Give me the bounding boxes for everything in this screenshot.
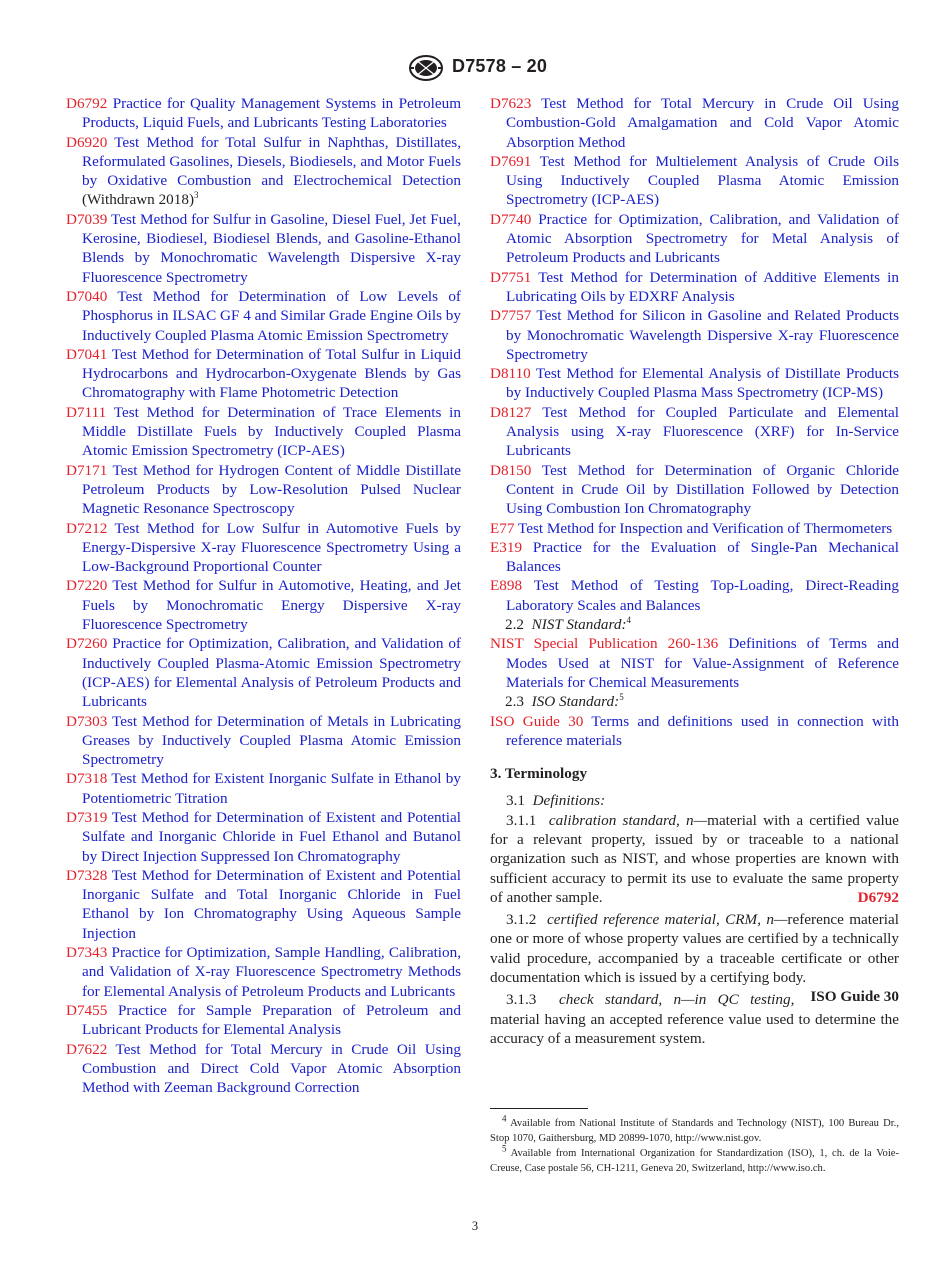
definition-text: reference material one or more of whose property values are certified by a technically valid procedure, accompanied by a traceable certificate or other documentation which is issued by a certifying body. — [490, 911, 899, 987]
reference-title[interactable]: Test Method for Sulfur in Gasoline, Diesel Fuel, Jet Fuel, Kerosine, Biodiesel, Biodiesel Blends, and Gasoline-Ethanol Blends by Monochromatic Wavelength Dispersive X-ray Fluorescence Spectrometry — [82, 210, 461, 286]
reference-title[interactable]: Test Method for Determination of Additive Elements in Lubricating Oils by EDXRF Analysis — [506, 268, 899, 305]
reference-title[interactable]: Test Method for Hydrogen Content of Middle Distillate Petroleum Products by Low-Resolution Pulsed Nuclear Magnetic Resonance Spectroscopy — [82, 461, 461, 518]
withdrawn-note: (Withdrawn 2018) — [82, 191, 194, 209]
reference-code[interactable]: D7622 — [66, 1040, 108, 1058]
section-number: 2.3 — [505, 693, 524, 711]
section-heading: Definitions: — [532, 792, 606, 810]
reference-item — [490, 712, 899, 751]
reference-title[interactable]: Test Method for Determination of Total Sulfur in Liquid Hydrocarbons and Hydrocarbon-Oxygenate Blends by Gas Chromatography with Flame Photometric Detection — [82, 345, 461, 402]
reference-code[interactable]: D7041 — [66, 345, 108, 363]
reference-title[interactable]: Practice for the Evaluation of Single-Pan Mechanical Balances — [506, 538, 900, 576]
reference-title[interactable]: Practice for Optimization, Calibration, and Validation of Inductively Coupled Plasma-Atomic Emission Spectrometry (ICP-AES) for Elemental Analysis of Petroleum Products and Lubricants — [82, 635, 461, 711]
reference-item — [66, 94, 461, 133]
reference-item — [490, 538, 899, 577]
definition-term: calibration standard, n— — [548, 811, 708, 829]
reference-title[interactable]: Test Method for Determination of Organic Chloride Content in Crude Oil by Distillation Followed by Detection Using Combustion Ion Chromatography — [506, 461, 899, 518]
document-id: D7578 – 20 — [452, 56, 548, 76]
reference-code[interactable]: D7319 — [66, 808, 108, 826]
reference-item — [66, 769, 461, 808]
reference-title[interactable]: Test Method for Determination of Existent and Potential Sulfate and Inorganic Chloride in Fuel Ethanol and Butanol by Direct Injection Suppressed Ion Chromatography — [82, 808, 461, 865]
reference-item — [490, 519, 899, 538]
reference-title[interactable]: Test Method for Low Sulfur in Automotive Fuels by Energy-Dispersive X-ray Fluorescence Spectrometry Using a Low-Background Proportional Counter — [82, 519, 461, 576]
reference-title[interactable]: Test Method for Determination of Existent and Potential Inorganic Sulfate and Total Inorganic Chloride in Fuel Ethanol by Ion Chromatography Using Aqueous Sample Injection — [82, 866, 461, 942]
reference-item — [490, 576, 899, 615]
definition-number: 3.1.1 — [506, 811, 537, 829]
reference-title[interactable]: Test Method for Inspection and Verification of Thermometers — [518, 519, 893, 537]
reference-code[interactable]: D8110 — [490, 365, 531, 383]
definition-calibration-standard — [490, 811, 899, 907]
page-number: 3 — [471, 1219, 479, 1233]
footnote-text: Available from National Institute of Standards and Technology (NIST), 100 Bureau Dr., Stop 1070, Gaithersburg, MD 20899-1070, http://www.nist.gov. — [490, 1118, 899, 1144]
section-number: 2.2 — [505, 616, 524, 634]
definition-source-link[interactable]: D6792 — [857, 888, 899, 906]
reference-code[interactable]: D7212 — [66, 519, 108, 537]
reference-item — [490, 403, 899, 461]
reference-code[interactable]: D6920 — [66, 133, 108, 151]
reference-code[interactable]: D7757 — [490, 307, 532, 325]
reference-item — [66, 287, 461, 345]
reference-code[interactable]: E319 — [490, 538, 523, 556]
footnotes — [490, 1113, 899, 1176]
definitions-subheading — [490, 791, 899, 810]
reference-title[interactable]: Test Method for Sulfur in Automotive, Heating, and Jet Fuels by Monochromatic Energy Dispersive X-ray Fluorescence Spectrometry — [82, 577, 461, 634]
reference-title[interactable]: Test Method for Coupled Particulate and Elemental Analysis using X-ray Fluorescence (XRF) for In-Service Lubricants — [506, 403, 899, 460]
reference-title[interactable]: Test Method for Total Mercury in Crude Oil Using Combustion-Gold Amalgamation and Cold Vapor Atomic Absorption Method — [506, 95, 899, 151]
reference-item — [66, 461, 461, 519]
reference-code[interactable]: D7220 — [66, 577, 108, 595]
footnote-text: Available from International Organization for Standardization (ISO), 1, ch. de la Voie-Creuse, Case postale 56, CH-1211, Geneva 20, Switzerland, http://www.iso.ch. — [490, 1148, 899, 1174]
iso-standard-heading — [490, 692, 899, 711]
reference-code[interactable]: D7303 — [66, 712, 108, 730]
page-header — [0, 54, 950, 84]
reference-code[interactable]: ISO Guide 30 — [490, 712, 584, 730]
reference-item — [490, 94, 899, 152]
reference-title[interactable]: Test Method for Elemental Analysis of Distillate Products by Inductively Coupled Plasma Mass Spectrometry (ICP-MS) — [506, 365, 899, 402]
reference-code[interactable]: D7751 — [490, 268, 532, 286]
reference-code[interactable]: D7040 — [66, 287, 108, 305]
footnote-4 — [490, 1113, 899, 1146]
reference-code[interactable]: D8127 — [490, 403, 532, 421]
reference-item — [66, 1001, 461, 1040]
reference-item — [490, 210, 899, 268]
reference-title[interactable]: Practice for Optimization, Calibration, and Validation of Atomic Absorption Spectrometry for Metal Analysis of Petroleum Products and Lubricants — [506, 210, 899, 267]
right-column — [490, 94, 899, 1051]
reference-item — [66, 403, 461, 461]
reference-item — [66, 576, 461, 634]
footnote-ref: 3 — [194, 190, 199, 201]
reference-code[interactable]: D7691 — [490, 152, 532, 170]
section-number: 3.1 — [506, 792, 525, 810]
reference-item — [66, 133, 461, 210]
footnote-number: 5 — [502, 1143, 507, 1154]
reference-title[interactable]: Test Method for Determination of Trace Elements in Middle Distillate Fuels by Inductively Coupled Plasma Atomic Emission Spectrometry (ICP-AES) — [82, 403, 461, 460]
reference-code[interactable]: D7111 — [66, 403, 107, 421]
reference-title[interactable]: Test Method for Silicon in Gasoline and Related Products by Monochromatic Wavelength Dispersive X-ray Fluorescence Spectrometry — [506, 307, 899, 363]
nist-standard-heading — [490, 615, 899, 634]
left-column — [66, 94, 461, 1097]
reference-item — [490, 634, 899, 692]
footnote-ref: 4 — [626, 614, 632, 625]
reference-item — [490, 306, 899, 364]
definition-number: 3.1.2 — [506, 911, 537, 929]
reference-title[interactable]: Practice for Sample Preparation of Petroleum and Lubricant Products for Elemental Analysis — [82, 1001, 461, 1039]
reference-title[interactable]: Test Method of Testing Top-Loading, Direct-Reading Laboratory Scales and Balances — [506, 577, 899, 614]
definition-source: ISO Guide 30 — [810, 988, 899, 1006]
definition-text: material having an accepted reference value used to determine the accuracy of a measurement system. — [490, 1010, 899, 1047]
reference-item — [490, 268, 899, 307]
reference-code[interactable]: D7740 — [490, 210, 532, 228]
reference-item — [490, 152, 899, 210]
reference-item — [66, 634, 461, 711]
reference-code[interactable]: E898 — [490, 577, 523, 595]
reference-code[interactable]: D7455 — [66, 1001, 108, 1019]
reference-title[interactable]: Practice for Quality Management Systems in Petroleum Products, Liquid Fuels, and Lubricants Testing Laboratories — [82, 95, 462, 132]
reference-item — [66, 943, 461, 1001]
reference-code[interactable]: D7328 — [66, 866, 108, 884]
reference-title[interactable]: Test Method for Total Sulfur in Naphthas, Distillates, Reformulated Gasolines, Diesels, Biodiesels, and Motor Fuels by Oxidative Combustion and Electrochemical Detection — [82, 133, 461, 190]
reference-title[interactable]: Terms and definitions used in connection with reference materials — [506, 712, 899, 749]
reference-item — [66, 519, 461, 577]
definition-term: check standard, n—in QC testing, — [559, 991, 795, 1009]
reference-code[interactable]: E77 — [490, 519, 515, 537]
reference-title[interactable]: Definitions of Terms and Modes Used at NIST for Value-Assignment of Reference Materials for Chemical Measurements — [506, 635, 899, 691]
footnote-number: 4 — [502, 1113, 507, 1124]
reference-code[interactable]: D6792 — [66, 95, 108, 112]
reference-code[interactable]: D7623 — [490, 95, 532, 112]
reference-title[interactable]: Test Method for Multielement Analysis of Crude Oils Using Inductively Coupled Plasma Atomic Emission Spectrometry (ICP-AES) — [506, 152, 899, 209]
reference-code[interactable]: D7318 — [66, 770, 108, 788]
reference-code[interactable]: NIST Special Publication 260-136 — [490, 635, 719, 653]
reference-code[interactable]: D7343 — [66, 944, 108, 962]
reference-code[interactable]: D7171 — [66, 461, 108, 479]
reference-item — [490, 461, 899, 519]
reference-code[interactable]: D8150 — [490, 461, 532, 479]
section-heading: NIST Standard: — [531, 616, 627, 634]
reference-item — [490, 364, 899, 403]
reference-title[interactable]: Test Method for Determination of Low Levels of Phosphorus in ILSAC GF 4 and Similar Grade Engine Oils by Inductively Coupled Plasma Atomic Emission Spectrometry — [82, 287, 461, 344]
terminology-heading: 3. Terminology — [490, 765, 588, 783]
reference-title[interactable]: Test Method for Determination of Metals in Lubricating Greases by Inductively Coupled Plasma Atomic Emission Spectrometry — [82, 712, 461, 769]
definition-number: 3.1.3 — [506, 991, 537, 1009]
reference-item — [66, 866, 461, 943]
footnote-divider — [490, 1108, 588, 1109]
reference-item — [66, 210, 461, 287]
footnote-ref: 5 — [619, 692, 624, 703]
reference-item — [66, 345, 461, 403]
astm-logo-icon — [408, 54, 444, 82]
definition-text: material with a certified value for a relevant property, issued by or traceable to a national organization such as NIST, and whose properties are known with sufficient accuracy to permit its use to evaluate the same property of another sample. — [490, 811, 899, 906]
reference-title[interactable]: Test Method for Existent Inorganic Sulfate in Ethanol by Potentiometric Titration — [82, 770, 461, 807]
reference-item — [66, 1040, 461, 1098]
reference-code[interactable]: D7260 — [66, 635, 108, 653]
reference-item — [66, 808, 461, 866]
section-heading: ISO Standard: — [531, 693, 620, 711]
reference-title[interactable]: Test Method for Total Mercury in Crude Oil Using Combustion and Direct Cold Vapor Atomic Absorption Method with Zeeman Background Correction — [82, 1040, 461, 1097]
footnote-5 — [490, 1143, 899, 1176]
reference-title[interactable]: Practice for Optimization, Sample Handling, Calibration, and Validation of X-ray Fluorescence Spectrometry Methods for Elemental Analysis of Petroleum Products and Lubricants — [82, 944, 461, 1000]
reference-item — [66, 712, 461, 770]
definition-term: certified reference material, CRM, n— — [547, 911, 788, 929]
reference-code[interactable]: D7039 — [66, 210, 108, 228]
